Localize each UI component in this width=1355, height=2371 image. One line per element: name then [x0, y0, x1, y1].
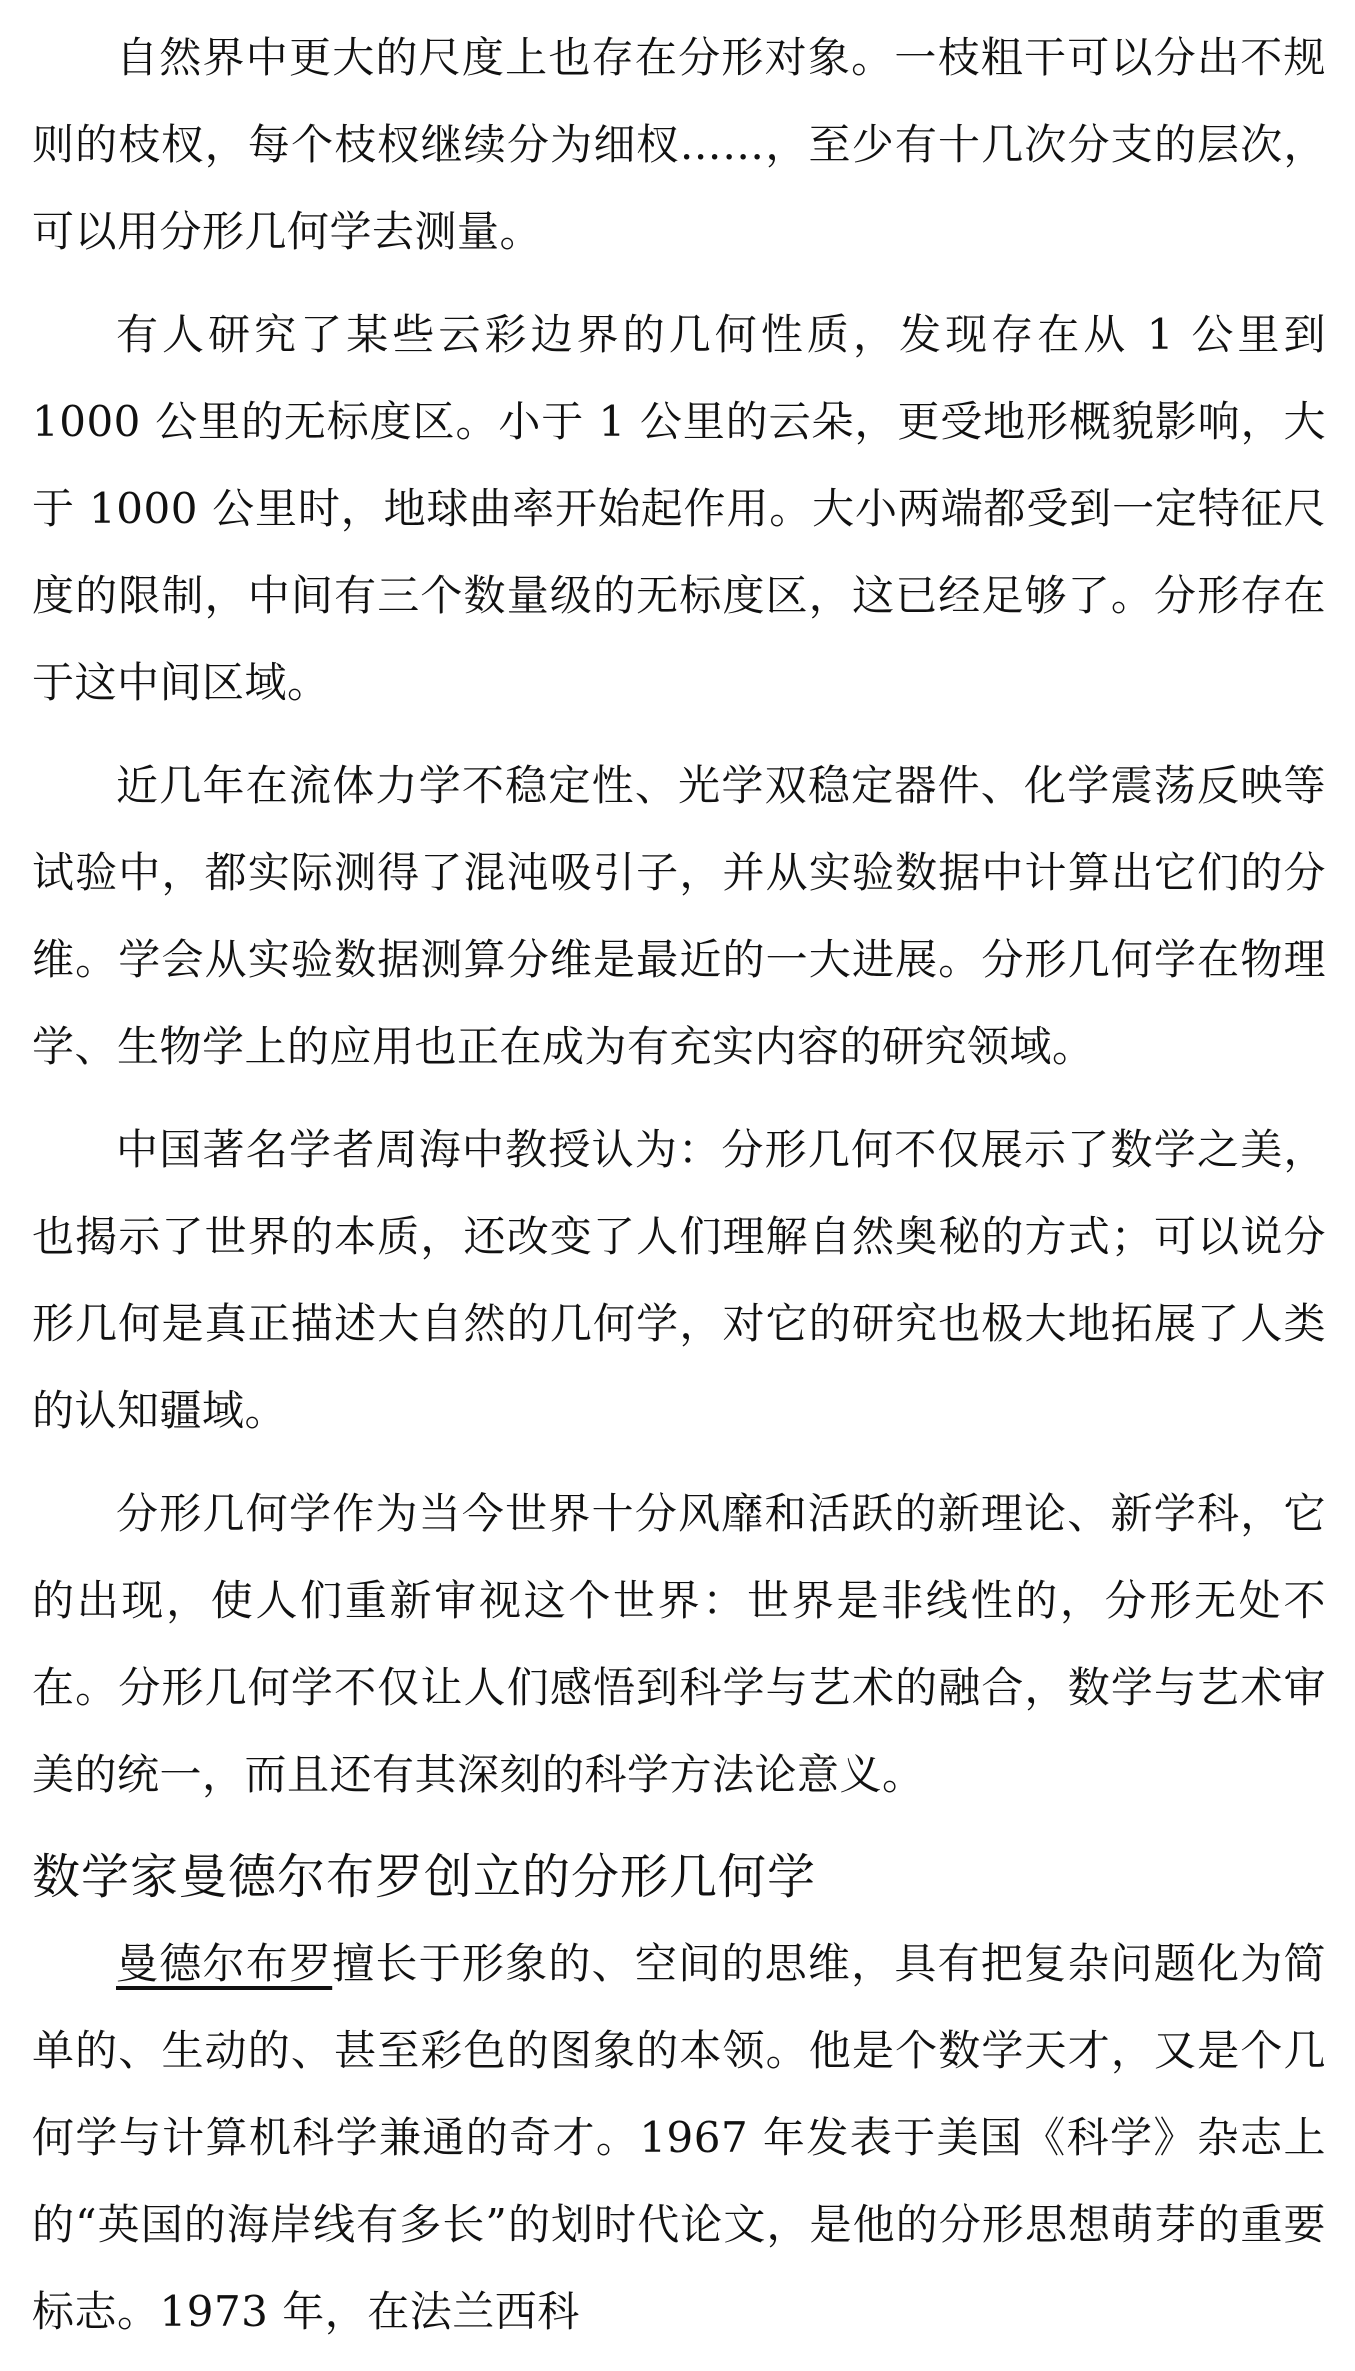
paragraph-tree-branches: 自然界中更大的尺度上也存在分形对象。一枝粗干可以分出不规则的枝杈，每个枝杈继续分为细杈……，至少有十几次分支的层次，可以用分形几何学去测量。: [32, 33, 1326, 256]
paragraph-mandelbrot-text: 擅长于形象的、空间的思维，具有把复杂问题化为简单的、生动的、甚至彩色的图象的本领。他是个数学天才，又是个几何学与计算机科学兼通的奇才。1967 年发表于美国《科学》杂志上的“英国的海岸线有多长”的划时代论文，是他的分形思想萌芽的重要标志。1973 年，在法兰西科: [32, 1939, 1326, 2336]
paragraph-mandelbrot: [32, 1920, 1326, 2355]
paragraph-fractal-significance: 分形几何学作为当今世界十分风靡和活跃的新理论、新学科，它的出现，使人们重新审视这个世界：世界是非线性的，分形无处不在。分形几何学不仅让人们感悟到科学与艺术的融合，数学与艺术审美的统一，而且还有其深刻的科学方法论意义。: [32, 1489, 1326, 1799]
paragraph-chaos-attractors: 近几年在流体力学不稳定性、光学双稳定器件、化学震荡反映等试验中，都实际测得了混沌吸引子，并从实验数据中计算出它们的分维。学会从实验数据测算分维是最近的一大进展。分形几何学在物理学、生物学上的应用也正在成为有充实内容的研究领域。: [32, 761, 1326, 1071]
mandelbrot-link[interactable]: 曼德尔布罗: [116, 1939, 333, 1988]
document-page: [32, 14, 1326, 2371]
paragraph-cloud-boundaries: 有人研究了某些云彩边界的几何性质，发现存在从 1 公里到 1000 公里的无标度区。小于 1 公里的云朵，更受地形概貌影响，大于 1000 公里时，地球曲率开始起作用。大小两端都受到一定特征尺度的限制，中间有三个数量级的无标度区，这已经足够了。分形存在于这中间区域。: [32, 310, 1326, 707]
paragraph-zhou-haizhong: 中国著名学者周海中教授认为：分形几何不仅展示了数学之美，也揭示了世界的本质，还改变了人们理解自然奥秘的方式；可以说分形几何是真正描述大自然的几何学，对它的研究也极大地拓展了人类的认知疆域。: [32, 1125, 1326, 1435]
section-heading: 数学家曼德尔布罗创立的分形几何学: [32, 1849, 817, 1905]
